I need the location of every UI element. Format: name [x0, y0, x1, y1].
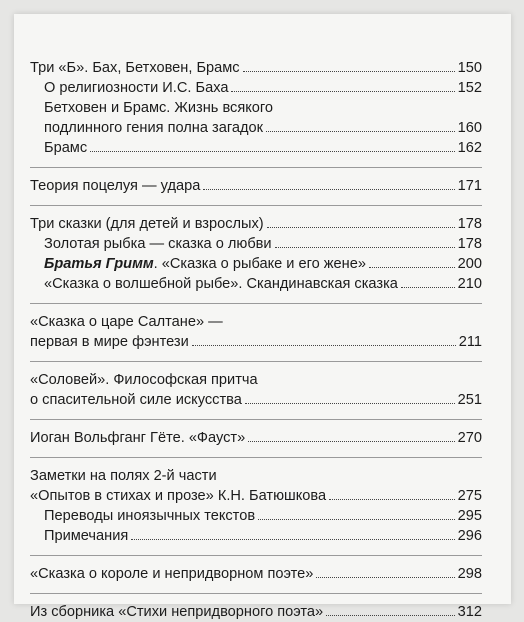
- table-of-contents: [30, 58, 482, 622]
- toc-section: [30, 214, 482, 294]
- title-text: «Сказка о короле и непридворном поэте»: [30, 566, 314, 582]
- section-divider: [30, 593, 482, 594]
- page-number: 312: [457, 604, 482, 620]
- toc-entry-title: [44, 78, 228, 98]
- title-text: «Соловей». Философская притча: [30, 372, 258, 388]
- dot-leader: [266, 130, 455, 132]
- dot-leader: [316, 576, 454, 578]
- toc-section: [30, 176, 482, 196]
- title-text: о спасительной силе искусства: [30, 392, 242, 408]
- toc-entry-title: [30, 372, 258, 388]
- toc-entry: [30, 138, 482, 158]
- section-divider: [30, 419, 482, 420]
- title-text: «Опытов в стихах и прозе» К.Н. Батюшкова: [30, 488, 327, 504]
- toc-entry: [30, 486, 482, 506]
- page-number: 152: [457, 80, 482, 96]
- toc-entry: [30, 564, 482, 584]
- page-number: 298: [457, 566, 482, 582]
- dot-leader: [231, 90, 454, 92]
- toc-entry: [30, 506, 482, 526]
- toc-entry-title: [30, 602, 323, 622]
- toc-entry: [30, 332, 482, 352]
- page-number: 211: [458, 334, 482, 350]
- page-number: 296: [457, 528, 482, 544]
- toc-entry-line: [30, 98, 482, 118]
- section-divider: [30, 361, 482, 362]
- title-text: «Сказка о царе Салтане» —: [30, 314, 223, 330]
- section-divider: [30, 457, 482, 458]
- dot-leader: [192, 344, 456, 346]
- section-divider: [30, 555, 482, 556]
- emphasized-title: Братья Гримм: [44, 256, 154, 272]
- toc-entry-title: [30, 390, 242, 410]
- section-divider: [30, 205, 482, 206]
- toc-section: [30, 58, 482, 158]
- toc-entry-title: [44, 526, 128, 546]
- dot-leader: [326, 614, 455, 616]
- toc-section: [30, 602, 482, 622]
- title-text: Примечания: [44, 528, 129, 544]
- toc-section: [30, 466, 482, 546]
- dot-leader: [401, 286, 455, 288]
- page-number: 162: [457, 140, 482, 156]
- title-text: Теория поцелуя — удара: [30, 178, 201, 194]
- dot-leader: [203, 188, 454, 190]
- toc-entry-title: [30, 428, 245, 448]
- dot-leader: [329, 498, 455, 500]
- toc-entry-title: [44, 138, 87, 158]
- toc-entry-title: [44, 234, 272, 254]
- toc-entry-title: [30, 176, 200, 196]
- toc-section: [30, 428, 482, 448]
- dot-leader: [245, 402, 455, 404]
- toc-entry-title: [44, 254, 366, 274]
- dot-leader: [131, 538, 454, 540]
- toc-entry-line: [30, 466, 482, 486]
- toc-entry-title: [30, 564, 313, 584]
- title-text: «Сказка о волшебной рыбе». Скандинавская сказка: [44, 276, 398, 292]
- toc-entry: [30, 428, 482, 448]
- toc-entry: [30, 390, 482, 410]
- dot-leader: [90, 150, 455, 152]
- toc-entry-title: [44, 274, 398, 294]
- toc-entry-title: [30, 486, 326, 506]
- title-text: Три «Б». Бах, Бетховен, Брамс: [30, 60, 240, 76]
- title-text: . «Сказка о рыбаке и его жене»: [153, 256, 366, 272]
- toc-entry-line: [30, 312, 482, 332]
- page-number: 210: [457, 276, 482, 292]
- toc-section: [30, 564, 482, 584]
- page-number: 200: [457, 256, 482, 272]
- toc-entry-title: [30, 468, 217, 484]
- page-number: 150: [457, 60, 482, 76]
- toc-entry: [30, 176, 482, 196]
- page-number: 178: [457, 236, 482, 252]
- title-text: Из сборника «Стихи непридворного поэта»: [30, 604, 324, 620]
- toc-entry-title: [30, 332, 189, 352]
- toc-entry-title: [30, 58, 240, 78]
- page-number: 275: [457, 488, 482, 504]
- toc-section: [30, 370, 482, 410]
- title-text: первая в мире фэнтези: [30, 334, 189, 350]
- title-text: Золотая рыбка — сказка о любви: [44, 236, 272, 252]
- book-page: [14, 14, 511, 620]
- toc-entry: [30, 602, 482, 622]
- title-text: Три сказки (для детей и взрослых): [30, 216, 264, 232]
- page-number: 160: [457, 120, 482, 136]
- section-divider: [30, 167, 482, 168]
- title-text: Бетховен и Брамс. Жизнь всякого: [44, 100, 274, 116]
- title-text: Заметки на полях 2-й части: [30, 468, 217, 484]
- page-number: 171: [457, 178, 482, 194]
- toc-entry-title: [44, 100, 273, 116]
- dot-leader: [258, 518, 455, 520]
- toc-entry-title: [44, 506, 255, 526]
- toc-entry: [30, 78, 482, 98]
- dot-leader: [267, 226, 455, 228]
- toc-entry: [30, 254, 482, 274]
- toc-entry-title: [44, 118, 263, 138]
- title-text: Иоган Вольфганг Гёте. «Фауст»: [30, 430, 246, 446]
- page-number: 295: [457, 508, 482, 524]
- page-number: 178: [457, 216, 482, 232]
- title-text: Брамс: [44, 140, 88, 156]
- toc-entry: [30, 214, 482, 234]
- dot-leader: [369, 266, 455, 268]
- toc-entry-title: [30, 214, 264, 234]
- page-number: 251: [457, 392, 482, 408]
- page-number: 270: [457, 430, 482, 446]
- toc-entry: [30, 274, 482, 294]
- toc-entry: [30, 526, 482, 546]
- section-divider: [30, 303, 482, 304]
- toc-entry-title: [30, 314, 223, 330]
- title-text: О религиозности И.С. Баха: [44, 80, 229, 96]
- dot-leader: [243, 70, 455, 72]
- toc-section: [30, 312, 482, 352]
- toc-entry: [30, 234, 482, 254]
- title-text: Переводы иноязычных текстов: [44, 508, 256, 524]
- toc-entry-line: [30, 370, 482, 390]
- toc-entry: [30, 118, 482, 138]
- dot-leader: [248, 440, 454, 442]
- toc-entry: [30, 58, 482, 78]
- title-text: подлинного гения полна загадок: [44, 120, 263, 136]
- dot-leader: [275, 246, 455, 248]
